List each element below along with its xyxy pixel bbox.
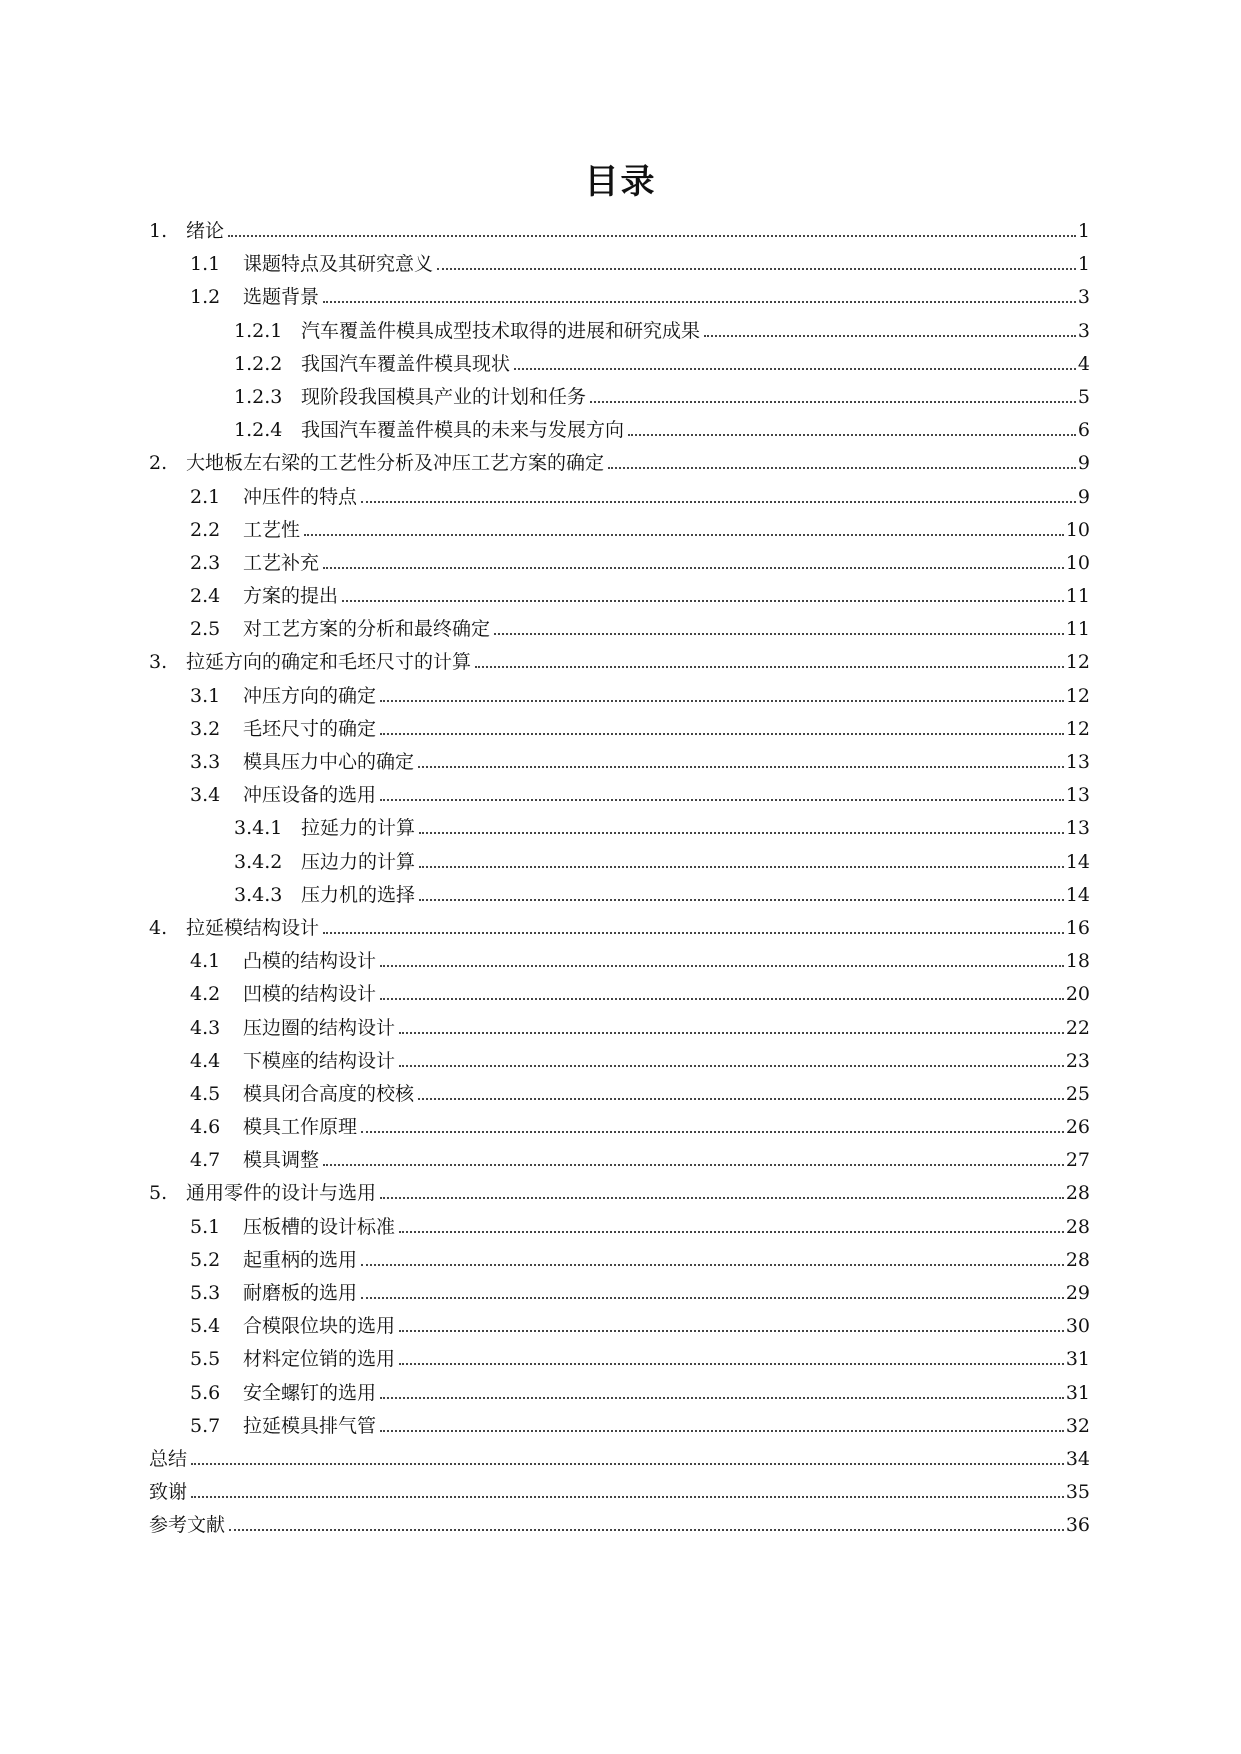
toc-entry-number: 5.4: [190, 1315, 221, 1338]
toc-entry-page-number: 20: [1065, 983, 1090, 1006]
toc-entry[interactable]: [149, 215, 1090, 248]
dot-leader: [304, 534, 1064, 536]
toc-entry[interactable]: [149, 1177, 1090, 1210]
dot-leader: [590, 401, 1076, 403]
toc-entry[interactable]: [149, 381, 1090, 414]
toc-entry[interactable]: [149, 1045, 1090, 1078]
toc-entry-page-number: 22: [1065, 1016, 1090, 1039]
dot-leader: [437, 268, 1076, 270]
toc-entry-number: 4.: [149, 916, 168, 939]
toc-entry-page-number: 31: [1065, 1348, 1090, 1371]
toc-entry[interactable]: [149, 281, 1090, 314]
toc-entry-label: 压力机的选择: [301, 883, 416, 906]
toc-entry-page-number: 3: [1077, 319, 1090, 342]
dot-leader: [380, 1430, 1064, 1432]
toc-entry-label: 我国汽车覆盖件模具的未来与发展方向: [301, 419, 625, 442]
dot-leader: [380, 799, 1064, 801]
toc-entry[interactable]: [149, 945, 1090, 978]
dot-leader: [399, 1363, 1064, 1365]
toc-entry-page-number: 28: [1065, 1182, 1090, 1205]
dot-leader: [419, 866, 1064, 868]
toc-entry[interactable]: [149, 879, 1090, 912]
toc-entry[interactable]: [149, 1144, 1090, 1177]
toc-entry-label: 拉延模具排气管: [243, 1414, 377, 1437]
toc-entry[interactable]: [149, 1211, 1090, 1244]
dot-leader: [475, 666, 1064, 668]
dot-leader: [191, 1496, 1064, 1498]
toc-entry-label: 课题特点及其研究意义: [243, 253, 434, 276]
toc-entry-page-number: 29: [1065, 1282, 1090, 1304]
toc-entry-page-number: 28: [1065, 1215, 1090, 1238]
dot-leader: [361, 1264, 1064, 1266]
toc-entry-number: 5.6: [190, 1381, 221, 1404]
toc-entry-page-number: 34: [1065, 1447, 1090, 1470]
dot-leader: [399, 1231, 1064, 1233]
toc-entry[interactable]: [149, 846, 1090, 879]
dot-leader: [228, 235, 1076, 237]
toc-entry-page-number: 12: [1065, 717, 1090, 740]
toc-entry-page-number: 1: [1077, 220, 1090, 242]
toc-entry[interactable]: [149, 1244, 1090, 1277]
toc-entry-label: 总结: [149, 1447, 188, 1470]
toc-entry[interactable]: [149, 447, 1090, 480]
toc-entry[interactable]: [149, 481, 1090, 514]
toc-entry[interactable]: [149, 680, 1090, 713]
dot-leader: [342, 600, 1064, 602]
toc-entry[interactable]: [149, 1509, 1090, 1542]
toc-entry[interactable]: [149, 1277, 1090, 1310]
toc-entry-label: 工艺性: [243, 518, 301, 541]
dot-leader: [323, 1164, 1064, 1166]
toc-entry-label: 耐磨板的选用: [243, 1282, 358, 1304]
toc-entry-label: 压边力的计算: [301, 850, 416, 873]
toc-entry[interactable]: [149, 580, 1090, 613]
toc-entry-page-number: 26: [1065, 1116, 1090, 1139]
toc-entry-label: 方案的提出: [243, 585, 339, 608]
toc-entry[interactable]: [149, 613, 1090, 646]
toc-entry[interactable]: [149, 1443, 1090, 1476]
toc-entry[interactable]: [149, 779, 1090, 812]
toc-entry-number: 1.2: [190, 286, 221, 309]
toc-entry-label: 压边圈的结构设计: [243, 1016, 396, 1039]
toc-entry-page-number: 13: [1065, 817, 1090, 840]
toc-entry-page-number: 10: [1065, 551, 1090, 574]
toc-entry[interactable]: [149, 812, 1090, 845]
toc-entry-page-number: 28: [1065, 1248, 1090, 1271]
toc-entry-page-number: 32: [1065, 1414, 1090, 1437]
toc-entry-number: 5.5: [190, 1348, 221, 1371]
toc-entry-page-number: 11: [1065, 618, 1090, 641]
dot-leader: [229, 1529, 1064, 1531]
toc-entry-page-number: 23: [1065, 1049, 1090, 1072]
toc-entry-number: 3.1: [190, 684, 221, 707]
toc-entry-number: 1.2.4: [234, 419, 283, 442]
toc-entry-page-number: 30: [1065, 1315, 1090, 1338]
toc-entry-label: 通用零件的设计与选用: [186, 1182, 377, 1205]
toc-entry[interactable]: [149, 414, 1090, 447]
toc-entry-label: 合模限位块的选用: [243, 1315, 396, 1338]
toc-entry-page-number: 31: [1065, 1381, 1090, 1404]
toc-entry-number: 3.4.3: [234, 883, 283, 906]
toc-entry-number: 5.: [149, 1182, 168, 1205]
toc-entry-label: 安全螺钉的选用: [243, 1381, 377, 1404]
toc-entry[interactable]: [149, 646, 1090, 679]
dot-leader: [323, 932, 1064, 934]
dot-leader: [419, 832, 1064, 834]
toc-entry-label: 凹模的结构设计: [243, 983, 377, 1006]
dot-leader: [494, 633, 1064, 635]
toc-entry-number: 2.2: [190, 518, 221, 541]
toc-entry-label: 模具闭合高度的校核: [243, 1082, 415, 1105]
dot-leader: [399, 1032, 1064, 1034]
toc-entry-page-number: 5: [1077, 385, 1090, 408]
toc-entry-number: 1.2.2: [234, 352, 283, 375]
toc-entry-label: 拉延力的计算: [301, 817, 416, 840]
toc-entry-page-number: 13: [1065, 751, 1090, 773]
dot-leader: [628, 434, 1076, 436]
toc-entry-number: 2.5: [190, 618, 221, 641]
toc-entry-page-number: 36: [1065, 1514, 1090, 1537]
page-title: 目录: [584, 162, 657, 202]
toc-entry-page-number: 4: [1077, 352, 1090, 375]
toc-entry-number: 4.5: [190, 1082, 221, 1105]
toc-entry-label: 凸模的结构设计: [243, 950, 377, 973]
toc-entry-number: 2.3: [190, 551, 221, 574]
toc-entry-label: 工艺补充: [243, 551, 320, 574]
toc-entry-label: 绪论: [186, 220, 225, 242]
toc-entry-label: 冲压方向的确定: [243, 684, 377, 707]
toc-entry-number: 3.3: [190, 751, 221, 773]
toc-entry-label: 材料定位销的选用: [243, 1348, 396, 1371]
toc-entry-label: 参考文献: [149, 1514, 226, 1537]
toc-entry-number: 3.4.2: [234, 850, 283, 873]
toc-entry-number: 3.2: [190, 717, 221, 740]
dot-leader: [361, 501, 1076, 503]
dot-leader: [399, 1065, 1064, 1067]
toc-entry-number: 2.: [149, 452, 168, 475]
toc-entry[interactable]: [149, 1377, 1090, 1410]
toc-entry-number: 4.6: [190, 1116, 221, 1139]
dot-leader: [323, 301, 1076, 303]
toc-entry-page-number: 9: [1077, 485, 1090, 508]
toc-entry-number: 5.1: [190, 1215, 221, 1238]
toc-entry-page-number: 6: [1077, 419, 1090, 442]
toc-entry-label: 冲压件的特点: [243, 485, 358, 508]
dot-leader: [380, 733, 1064, 735]
toc-entry-number: 4.3: [190, 1016, 221, 1039]
toc-entry-number: 2.4: [190, 585, 221, 608]
toc-entry-label: 拉延方向的确定和毛坯尺寸的计算: [186, 651, 472, 674]
toc-entry-label: 我国汽车覆盖件模具现状: [301, 352, 511, 375]
dot-leader: [418, 1098, 1064, 1100]
dot-leader: [191, 1463, 1064, 1465]
dot-leader: [361, 1297, 1064, 1299]
toc-entry-page-number: 1: [1077, 253, 1090, 276]
toc-entry-number: 4.1: [190, 950, 221, 973]
toc-entry[interactable]: [149, 1410, 1090, 1443]
dot-leader: [323, 567, 1064, 569]
toc-entry-page-number: 3: [1077, 286, 1090, 309]
toc-entry[interactable]: [149, 1078, 1090, 1111]
dot-leader: [380, 1397, 1064, 1399]
toc-entry-page-number: 11: [1065, 585, 1090, 608]
toc-entry[interactable]: [149, 1310, 1090, 1343]
dot-leader: [419, 899, 1064, 901]
toc-entry-page-number: 12: [1065, 651, 1090, 674]
toc-entry-number: 1.1: [190, 253, 221, 276]
toc-entry-page-number: 16: [1065, 916, 1090, 939]
toc-entry-number: 3.4: [190, 784, 221, 807]
toc-entry-number: 1.2.1: [234, 319, 283, 342]
toc-entry-label: 大地板左右梁的工艺性分析及冲压工艺方案的确定: [186, 452, 605, 475]
toc-entry[interactable]: [149, 514, 1090, 547]
dot-leader: [418, 766, 1064, 768]
toc-entry-page-number: 13: [1065, 784, 1090, 807]
dot-leader: [380, 965, 1064, 967]
toc-entry-label: 模具压力中心的确定: [243, 751, 415, 773]
dot-leader: [608, 467, 1076, 469]
toc-entry[interactable]: [149, 248, 1090, 281]
dot-leader: [380, 700, 1064, 702]
dot-leader: [380, 1197, 1064, 1199]
toc-entry-number: 5.7: [190, 1414, 221, 1437]
toc-entry-number: 4.2: [190, 983, 221, 1006]
toc-entry[interactable]: [149, 1476, 1090, 1509]
toc-entry-label: 现阶段我国模具产业的计划和任务: [301, 385, 587, 408]
toc-entry-label: 对工艺方案的分析和最终确定: [243, 618, 491, 641]
dot-leader: [514, 368, 1076, 370]
toc-entry-page-number: 14: [1065, 883, 1090, 906]
toc-entry-page-number: 9: [1077, 452, 1090, 475]
toc-entry-page-number: 27: [1065, 1149, 1090, 1172]
toc-entry-label: 冲压设备的选用: [243, 784, 377, 807]
toc-entry-number: 4.4: [190, 1049, 221, 1072]
toc-entry-number: 1.: [149, 220, 168, 242]
toc-entry-label: 下模座的结构设计: [243, 1049, 396, 1072]
toc-entry-number: 2.1: [190, 485, 221, 508]
toc-entry-page-number: 25: [1065, 1082, 1090, 1105]
toc-entry-number: 3.4.1: [234, 817, 283, 840]
toc-entry[interactable]: [149, 348, 1090, 381]
dot-leader: [704, 335, 1076, 337]
toc-entry-label: 压板槽的设计标准: [243, 1215, 396, 1238]
toc-entry-label: 汽车覆盖件模具成型技术取得的进展和研究成果: [301, 319, 701, 342]
toc-entry-label: 模具工作原理: [243, 1116, 358, 1139]
toc-entry-label: 毛坯尺寸的确定: [243, 717, 377, 740]
toc-entry[interactable]: [149, 978, 1090, 1011]
dot-leader: [361, 1131, 1064, 1133]
toc-entry-number: 4.7: [190, 1149, 221, 1172]
toc-entry-page-number: 14: [1065, 850, 1090, 873]
toc-entry[interactable]: [149, 1111, 1090, 1144]
toc-entry-label: 模具调整: [243, 1149, 320, 1172]
toc-entry[interactable]: [149, 1012, 1090, 1045]
toc-entry[interactable]: [149, 1343, 1090, 1376]
toc-entry[interactable]: [149, 746, 1090, 779]
toc-entry-number: 5.2: [190, 1248, 221, 1271]
toc-entry-page-number: 18: [1065, 950, 1090, 973]
toc-entry[interactable]: [149, 315, 1090, 348]
toc-entry-page-number: 35: [1065, 1481, 1090, 1504]
toc-entry-label: 起重柄的选用: [243, 1248, 358, 1271]
toc-entry[interactable]: [149, 713, 1090, 746]
toc-entry-number: 5.3: [190, 1282, 221, 1304]
toc-entry-page-number: 10: [1065, 518, 1090, 541]
toc-entry[interactable]: [149, 912, 1090, 945]
toc-entry-label: 致谢: [149, 1481, 188, 1504]
dot-leader: [399, 1330, 1064, 1332]
toc-entry-number: 1.2.3: [234, 385, 283, 408]
dot-leader: [380, 998, 1064, 1000]
toc-entry[interactable]: [149, 547, 1090, 580]
toc-entry-page-number: 12: [1065, 684, 1090, 707]
toc-entry-label: 拉延模结构设计: [186, 916, 320, 939]
toc-entry-label: 选题背景: [243, 286, 320, 309]
toc-entry-number: 3.: [149, 651, 168, 674]
table-of-contents: [149, 215, 1090, 1543]
